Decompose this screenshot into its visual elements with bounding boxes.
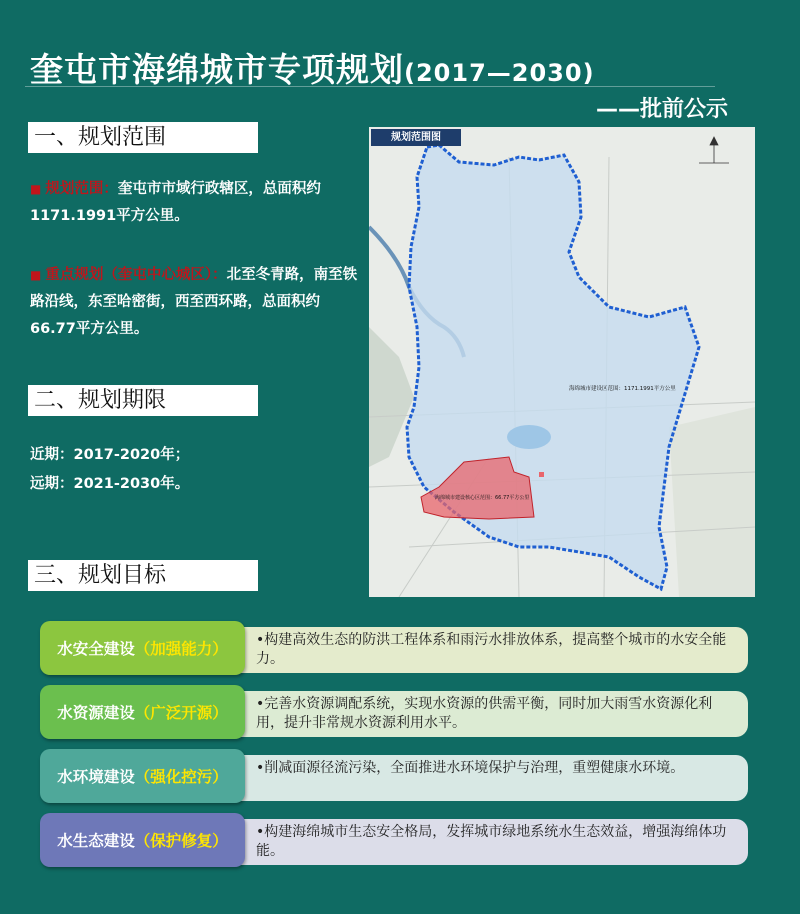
goal-description: •构建高效生态的防洪工程体系和雨污水排放体系，提高整个城市的水安全能力。 [240, 627, 748, 673]
focus-text: 北至冬青路，南至铁路沿线，东至哈密街，西至西环路，总面积约66.77平方公里。 [30, 267, 358, 337]
section-heading-scope: 一、规划范围 [28, 122, 258, 153]
goal-row [40, 621, 748, 675]
lake [507, 425, 551, 449]
map-title-label: 规划范围图 [371, 129, 461, 146]
focus-label: 重点规划（奎屯中心城区）： [45, 267, 227, 283]
map-svg [369, 127, 755, 597]
bullet-icon: ■ [30, 268, 42, 282]
scope-label: 规划范围： [45, 181, 118, 197]
goal-tag: （广泛开源） [134, 704, 228, 722]
near-term: 近期：2017-2020年； [30, 447, 190, 463]
goal-description: •削减面源径流污染，全面推进水环境保护与治理，重塑健康水环境。 [240, 755, 748, 801]
scope-paragraph [30, 176, 360, 230]
goal-tag: （加强能力） [134, 640, 228, 658]
goal-name: 水资源建设 [57, 704, 135, 722]
scope-text: 奎屯市市域行政辖区，总面积约1171.1991平方公里。 [30, 181, 321, 224]
goal-name: 水安全建设 [57, 640, 135, 658]
goal-label [40, 749, 245, 803]
focus-paragraph [30, 262, 360, 343]
section-heading-goals: 三、规划目标 [28, 560, 258, 591]
goal-label [40, 621, 245, 675]
title-years: (2017—2030) [404, 59, 595, 87]
core-area-label: 海绵城市建设核心区范围：66.77平方公里 [435, 495, 530, 501]
page-subtitle: ——批前公示 [595, 97, 728, 122]
goal-description: •完善水资源调配系统，实现水资源的供需平衡，同时加大雨雪水资源化利用，提升非常规水资源利用水平。 [240, 691, 748, 737]
goal-name: 水环境建设 [57, 768, 135, 786]
goal-tag: （保护修复） [134, 832, 228, 850]
city-area-label: 海绵城市建设区范围：1171.1991平方公里 [569, 386, 676, 392]
goal-tag: （强化控污） [134, 768, 228, 786]
goal-name: 水生态建设 [57, 832, 135, 850]
terrain-patch [669, 407, 755, 597]
goal-description: •构建海绵城市生态安全格局，发挥城市绿地系统水生态效益，增强海绵体功能。 [240, 819, 748, 865]
core-area-fragment [539, 472, 544, 477]
page-title [30, 44, 595, 91]
section-heading-period: 二、规划期限 [28, 385, 258, 416]
long-term: 远期：2021-2030年。 [30, 476, 190, 492]
title-main: 奎屯市海绵城市专项规划 [30, 50, 404, 89]
planning-map [369, 127, 755, 597]
goal-label [40, 813, 245, 867]
goal-row [40, 813, 748, 867]
goal-label [40, 685, 245, 739]
goal-row [40, 749, 748, 803]
goal-row [40, 685, 748, 739]
bullet-icon: ■ [30, 182, 42, 196]
title-divider [25, 86, 715, 87]
